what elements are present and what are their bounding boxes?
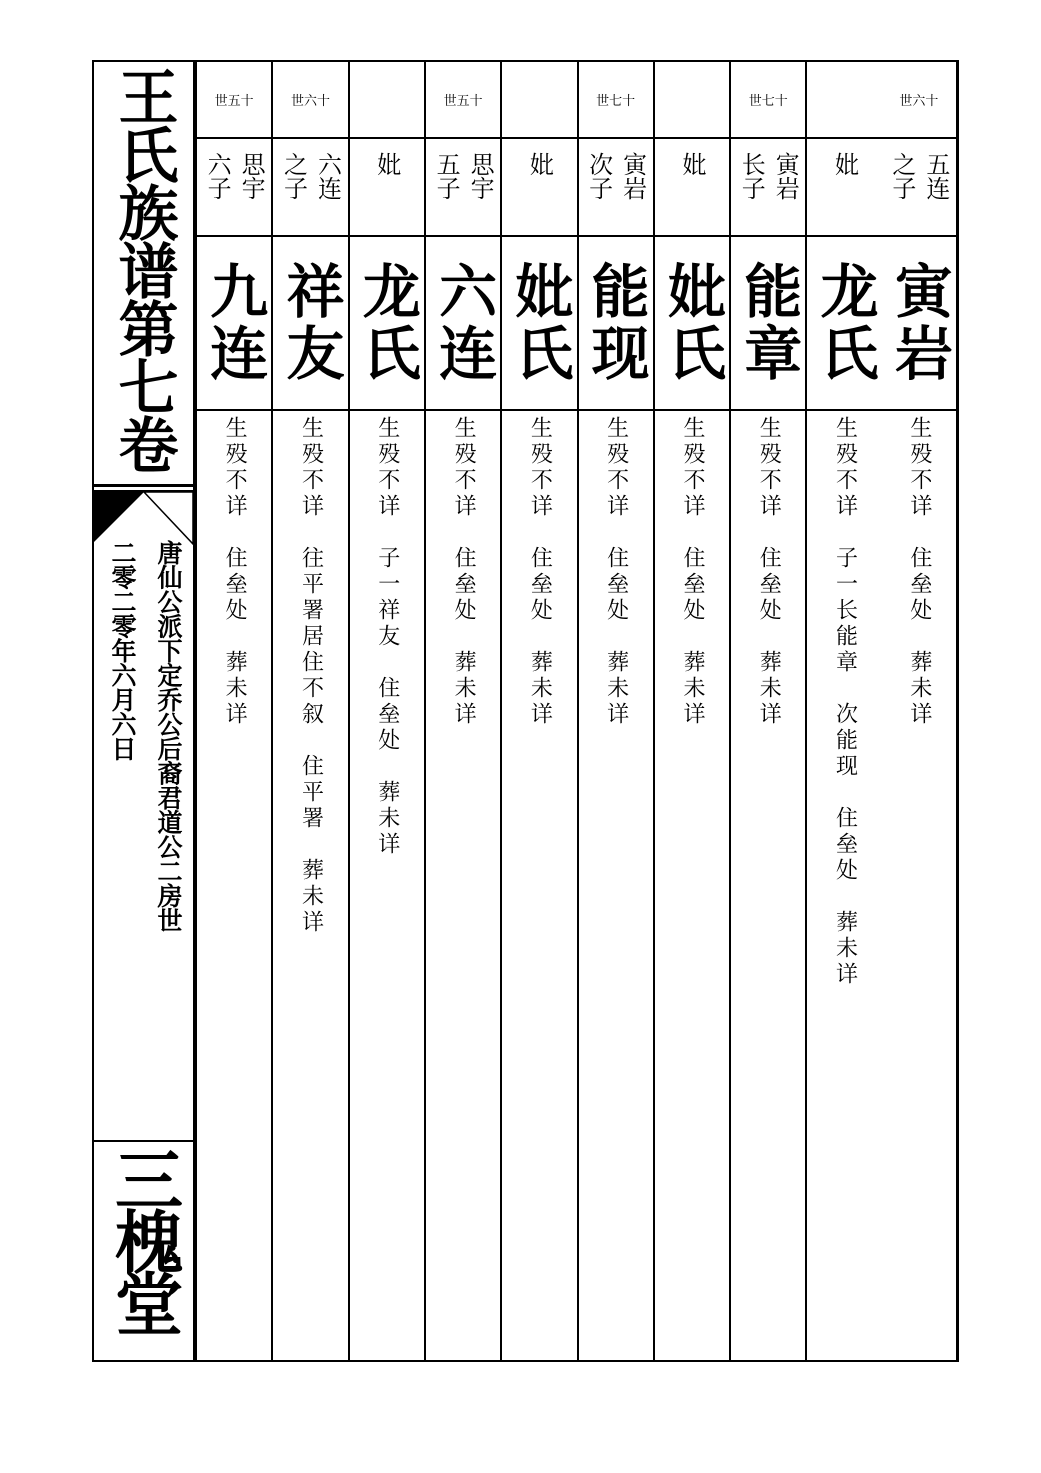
entry-column [653,62,729,1360]
hall-name [94,1145,193,1360]
note-cell [350,416,424,1356]
person-name: 寅岩 [884,261,953,385]
note-text: 生殁不详 住垒处 葬未详 [906,416,932,728]
note-cell [882,416,956,1356]
name-cell [655,237,729,411]
entry-column [805,62,881,1360]
name-cell [350,237,424,411]
generation-cell: 世六十 [882,62,956,139]
page-edge [956,60,959,1362]
note-cell [273,416,347,1356]
name-cell [579,237,653,411]
relation-cell [882,139,956,237]
note-cell [579,416,653,1356]
generation-cell: 世七十 [579,62,653,139]
relation-text: 妣 [830,152,859,176]
note-text: 生殁不详 子一长能章 次能现 住垒处 葬未详 [832,416,858,988]
note-text: 生殁不详 往平署居住不叙 住平署 葬未详 [298,416,324,936]
person-name: 九连 [200,261,269,385]
name-cell [807,237,881,411]
note-cell [655,416,729,1356]
note-cell [426,416,500,1356]
book-title [94,62,193,484]
entry-column [500,62,576,1360]
generation-cell [502,62,576,139]
note-cell [807,416,881,1356]
spine-divider-bottom [94,1140,193,1142]
spine-panel [94,62,195,1360]
person-name: 妣氏 [657,261,726,385]
relation-text: 妣 [525,152,554,176]
entry-column [577,62,653,1360]
compile-date: 二零二零年六月六日 [108,540,137,761]
entry-column [271,62,347,1360]
name-cell [197,237,271,411]
entry-column [882,62,956,1360]
relation-text: 寅岩 次子 [584,152,647,200]
relation-text: 思宇 六子 [203,152,266,200]
entry-column [729,62,805,1360]
person-name: 能现 [581,261,650,385]
note-cell [502,416,576,1356]
relation-cell [502,139,576,237]
relation-cell [579,139,653,237]
relation-cell [197,139,271,237]
generation-cell [655,62,729,139]
person-name: 能章 [734,261,803,385]
relation-cell [731,139,805,237]
note-text: 生殁不详 住垒处 葬未详 [603,416,629,728]
entry-column [424,62,500,1360]
generation-cell [807,62,881,139]
name-cell [273,237,347,411]
relation-cell [350,139,424,237]
person-name: 妣氏 [505,261,574,385]
entries-grid [195,62,956,1360]
note-text: 生殁不详 住垒处 葬未详 [756,416,782,728]
entry-column [195,62,271,1360]
entry-column [348,62,424,1360]
name-cell [882,237,956,411]
relation-cell [655,139,729,237]
note-text: 生殁不详 子一祥友 住垒处 葬未详 [374,416,400,858]
note-text: 生殁不详 住垒处 葬未详 [451,416,477,728]
generation-cell: 世五十 [426,62,500,139]
name-cell [731,237,805,411]
relation-text: 寅岩 长子 [737,152,800,200]
generation-cell: 世六十 [273,62,347,139]
note-text: 生殁不详 住垒处 葬未详 [527,416,553,728]
name-cell [502,237,576,411]
person-name: 龙氏 [810,261,879,385]
relation-cell [807,139,881,237]
generation-cell: 世五十 [197,62,271,139]
note-cell [731,416,805,1356]
relation-text: 妣 [677,152,706,176]
hall-name-text: 三槐堂 [103,1145,184,1331]
note-text: 生殁不详 住垒处 葬未详 [222,416,248,728]
genealogy-page [92,60,958,1362]
generation-cell: 世七十 [731,62,805,139]
name-cell [426,237,500,411]
relation-text: 思宇 五子 [432,152,495,200]
generation-cell [350,62,424,139]
spine-divider [94,484,193,487]
person-name: 龙氏 [352,261,421,385]
relation-cell [273,139,347,237]
relation-text: 五连 之子 [887,152,950,200]
note-text: 生殁不详 住垒处 葬未详 [679,416,705,728]
note-cell [197,416,271,1356]
person-name: 六连 [429,261,498,385]
relation-text: 六连 之子 [279,152,342,200]
branch-subtitle: 唐仙公派下定乔公后裔君道公二房世 [154,540,183,932]
book-title-text: 王氏族谱第七卷 [108,66,179,472]
relation-cell [426,139,500,237]
person-name: 祥友 [276,261,345,385]
relation-text: 妣 [372,152,401,176]
